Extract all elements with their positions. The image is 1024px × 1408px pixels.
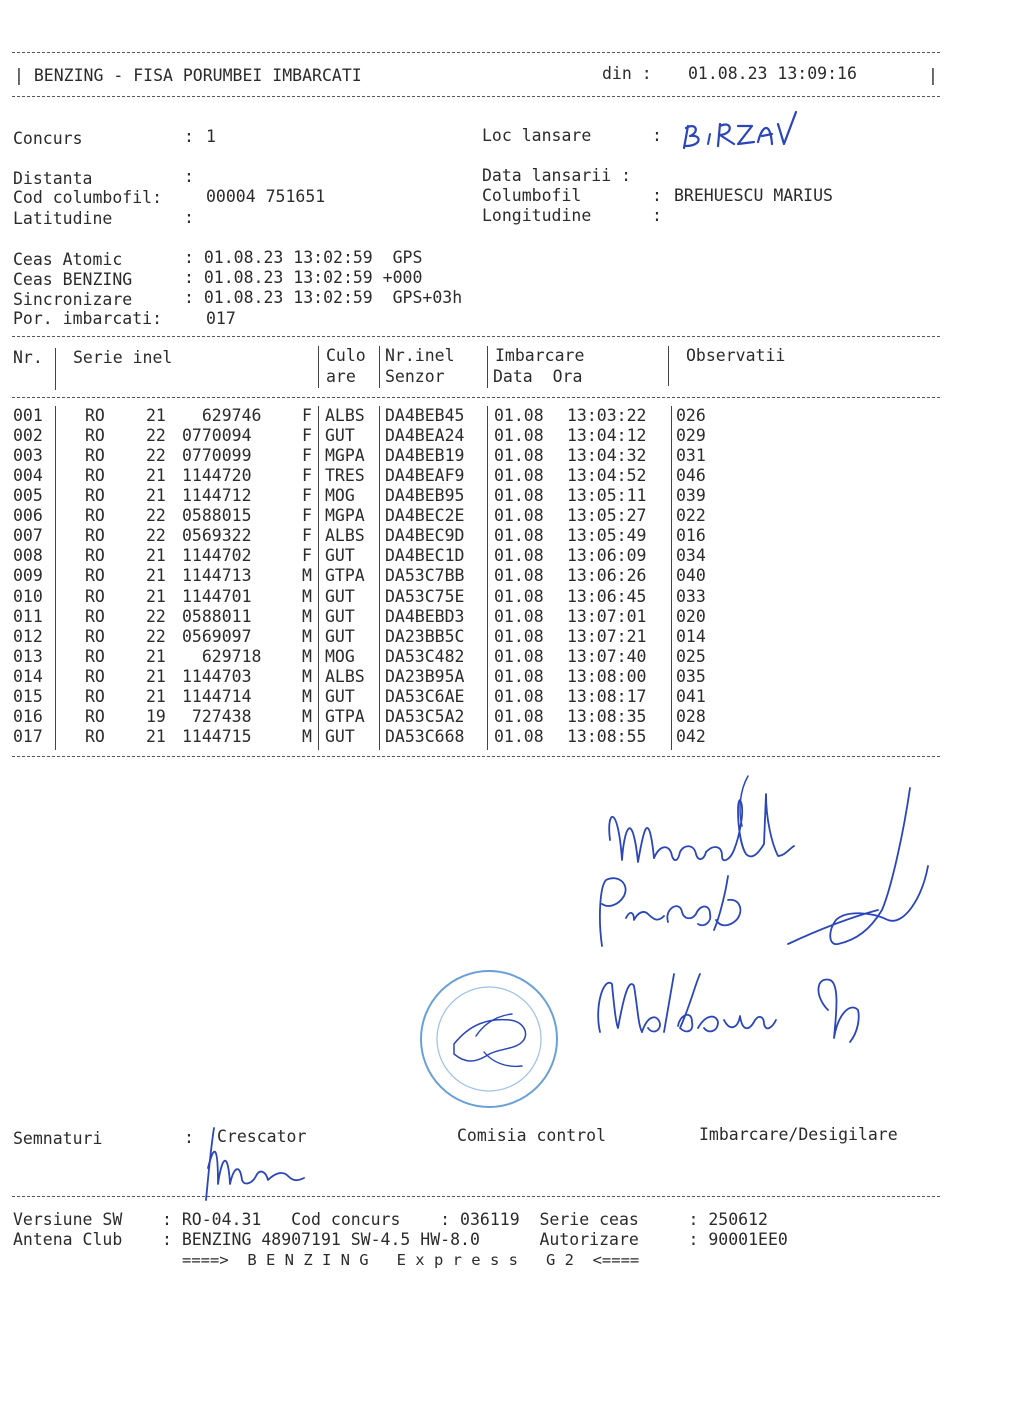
row-time: 13:07:01 [567,606,647,626]
row-sensor: DA4BEB19 [385,446,465,466]
row-sex: M [302,646,312,666]
row-nr: 017 [13,726,43,746]
row-sex: M [302,706,312,726]
loc-lansare-label: Loc lansare [482,126,592,145]
row-nr: 015 [13,686,43,706]
row-country: RO [85,526,105,546]
row-date: 01.08 [494,446,544,466]
distanta-label: Distanta [13,169,93,188]
columbofil-label: Columbofil [482,186,582,205]
row-country: RO [85,506,105,526]
row-sensor: DA23B95A [385,666,465,686]
row-observatii: 035 [676,666,706,686]
cod-columbofil-label: Cod columbofil: [13,188,163,207]
row-country: RO [85,446,105,466]
row-date: 01.08 [494,586,544,606]
row-country: RO [85,406,105,425]
top-dashed-rule [12,52,940,53]
row-time: 13:06:45 [567,586,647,606]
row-ring: 1144712 [182,486,252,506]
table-row [0,486,1024,506]
row-year: 21 [146,586,166,606]
concurs-label: Concurs [13,129,83,148]
row-sensor: DA53C5A2 [385,706,465,726]
row-observatii: 042 [676,726,706,746]
col-header-nrinel-2: Senzor [385,367,445,386]
form-title: | BENZING - FISA PORUMBEI IMBARCATI [14,66,362,85]
row-year: 21 [146,406,166,425]
row-observatii: 022 [676,506,706,526]
por-imbarcati-value: 017 [206,309,236,328]
row-country: RO [85,566,105,586]
row-sex: F [302,406,312,425]
row-sensor: DA53C482 [385,646,465,666]
row-color: MOG [325,486,355,506]
footer-dashed-rule [12,1196,940,1197]
row-date: 01.08 [494,666,544,686]
row-year: 21 [146,466,166,486]
row-color: MOG [325,646,355,666]
row-time: 13:05:49 [567,526,647,546]
row-year: 22 [146,446,166,466]
data-lansarii-label: Data lansarii : [482,166,632,185]
col-header-imbarcare-2: Data Ora [493,367,583,386]
table-row [0,446,1024,466]
row-date: 01.08 [494,566,544,586]
row-year: 22 [146,426,166,446]
row-color: MGPA [325,506,365,526]
row-color: GUT [325,586,355,606]
row-time: 13:07:40 [567,646,647,666]
row-color: ALBS [325,666,365,686]
header-divider-serie [318,346,319,388]
loc-lansare-sep: : [652,126,662,145]
header-divider-imbarcare [668,346,669,386]
row-year: 21 [146,646,166,666]
row-sex: M [302,686,312,706]
row-year: 21 [146,486,166,506]
row-sex: M [302,626,312,646]
table-row [0,546,1024,566]
ceas-benzing-label: Ceas BENZING [13,270,133,289]
table-row [0,647,1024,667]
row-country: RO [85,726,105,746]
row-country: RO [85,486,105,506]
latitudine-sep: : [184,208,194,227]
loc-lansare-handwriting [680,104,820,154]
row-date: 01.08 [494,606,544,626]
row-time: 13:05:11 [567,486,647,506]
row-ring: 0569097 [182,626,252,646]
row-nr: 007 [13,526,43,546]
row-year: 22 [146,626,166,646]
col-header-culoare-1: Culo [326,346,366,365]
row-color: GUT [325,606,355,626]
longitudine-label: Longitudine [482,206,592,225]
ceas-atomic-label: Ceas Atomic [13,250,123,269]
row-sex: M [302,726,312,746]
row-color: GUT [325,686,355,706]
sincronizare-label: Sincronizare [13,290,133,309]
row-observatii: 046 [676,466,706,486]
row-year: 21 [146,566,166,586]
row-nr: 009 [13,566,43,586]
row-nr: 010 [13,586,43,606]
row-time: 13:08:55 [567,726,647,746]
row-sensor: DA4BEC1D [385,546,465,566]
table-row [0,566,1024,586]
table-header-rule [12,397,940,398]
row-ring: 0770094 [182,426,252,446]
row-ring: 0588015 [182,506,252,526]
filiala-stamp [414,964,564,1114]
row-time: 13:06:26 [567,566,647,586]
distanta-sep: : [184,167,194,186]
row-date: 01.08 [494,466,544,486]
row-observatii: 029 [676,426,706,446]
comisia-control-label: Comisia control [457,1126,607,1145]
table-top-rule [12,336,940,337]
benzing-express-line: ====> B E N Z I N G E x p r e s s G 2 <==== [182,1251,640,1269]
row-color: GTPA [325,566,365,586]
row-sex: M [302,566,312,586]
row-nr: 005 [13,486,43,506]
ceas-benzing-value: : 01.08.23 13:02:59 +000 [184,268,423,287]
row-year: 21 [146,686,166,706]
row-date: 01.08 [494,706,544,726]
row-color: GUT [325,426,355,446]
row-date: 01.08 [494,526,544,546]
row-sensor: DA53C7BB [385,566,465,586]
col-header-observatii: Observatii [686,346,786,365]
row-year: 21 [146,546,166,566]
row-year: 21 [146,726,166,746]
table-row [0,667,1024,687]
row-date: 01.08 [494,506,544,526]
row-time: 13:08:35 [567,706,647,726]
row-time: 13:08:00 [567,666,647,686]
concurs-sep: : [184,127,194,146]
row-time: 13:07:21 [567,626,647,646]
row-observatii: 034 [676,546,706,566]
row-sensor: DA4BEAF9 [385,466,465,486]
row-sensor: DA4BEB45 [385,406,465,425]
row-color: GTPA [325,706,365,726]
col-header-culoare-2: are [326,367,356,386]
row-ring: 629718 [182,646,262,666]
row-sensor: DA53C668 [385,726,465,746]
table-row [0,526,1024,546]
row-time: 13:03:22 [567,406,647,425]
row-sex: F [302,446,312,466]
print-datetime: 01.08.23 13:09:16 [688,64,857,83]
longitudine-sep: : [652,206,662,225]
crescator-label: Crescator [217,1127,307,1146]
row-nr: 011 [13,606,43,626]
row-country: RO [85,426,105,446]
table-row [0,406,1024,426]
row-ring: 1144703 [182,666,252,686]
row-date: 01.08 [494,726,544,746]
row-sex: M [302,666,312,686]
row-color: ALBS [325,526,365,546]
row-time: 13:04:52 [567,466,647,486]
row-country: RO [85,646,105,666]
latitudine-label: Latitudine [13,209,113,228]
row-sex: F [302,466,312,486]
row-ring: 1144701 [182,586,252,606]
row-nr: 016 [13,706,43,726]
row-country: RO [85,686,105,706]
row-nr: 012 [13,626,43,646]
row-color: GUT [325,546,355,566]
header-divider-nr [55,348,56,390]
row-observatii: 041 [676,686,706,706]
columbofil-sep: : [652,186,662,205]
imbarcare-desigilare-label: Imbarcare/Desigilare [699,1125,898,1144]
row-ring: 1144702 [182,546,252,566]
row-country: RO [85,586,105,606]
ceas-atomic-value: : 01.08.23 13:02:59 GPS [184,248,423,267]
row-date: 01.08 [494,646,544,666]
row-nr: 001 [13,406,43,425]
row-color: GUT [325,626,355,646]
row-country: RO [85,546,105,566]
row-year: 19 [146,706,166,726]
table-row [0,426,1024,446]
row-year: 21 [146,666,166,686]
row-year: 22 [146,606,166,626]
row-sex: F [302,506,312,526]
col-header-nrinel-1: Nr.inel [385,346,455,365]
por-imbarcati-label: Por. imbarcati: [13,309,163,328]
row-ring: 0770099 [182,446,252,466]
row-observatii: 033 [676,586,706,606]
row-sex: F [302,426,312,446]
row-date: 01.08 [494,406,544,425]
row-ring: 629746 [182,406,262,425]
row-observatii: 031 [676,446,706,466]
row-nr: 002 [13,426,43,446]
semnaturi-sep: : [184,1128,194,1147]
row-observatii: 016 [676,526,706,546]
cod-columbofil-value: 00004 751651 [206,187,326,206]
row-sensor: DA53C75E [385,586,465,606]
row-observatii: 014 [676,626,706,646]
crescator-signature [196,1124,316,1204]
row-nr: 006 [13,506,43,526]
row-sensor: DA4BEB95 [385,486,465,506]
row-country: RO [85,466,105,486]
row-color: GUT [325,726,355,746]
row-country: RO [85,666,105,686]
row-year: 22 [146,506,166,526]
concurs-value: 1 [206,127,216,146]
row-sensor: DA23BB5C [385,626,465,646]
row-date: 01.08 [494,546,544,566]
row-country: RO [85,626,105,646]
row-color: TRES [325,466,365,486]
table-row [0,707,1024,727]
row-sensor: DA53C6AE [385,686,465,706]
col-header-serie: Serie inel [73,348,173,367]
table-row [0,506,1024,526]
row-time: 13:05:27 [567,506,647,526]
row-observatii: 039 [676,486,706,506]
row-date: 01.08 [494,626,544,646]
row-nr: 013 [13,646,43,666]
row-date: 01.08 [494,426,544,446]
row-observatii: 040 [676,566,706,586]
header-end-bar: | [928,66,938,85]
row-sex: M [302,586,312,606]
commission-signatures [588,770,948,1050]
row-time: 13:08:17 [567,686,647,706]
row-nr: 014 [13,666,43,686]
row-sex: F [302,546,312,566]
col-header-imbarcare-1: Imbarcare [495,346,585,365]
columbofil-name: BREHUESCU MARIUS [674,186,833,205]
header-divider-nrinel [487,346,488,388]
row-observatii: 028 [676,706,706,726]
row-time: 13:04:32 [567,446,647,466]
antena-line: Antena Club : BENZING 48907191 SW-4.5 HW-8.0 Autorizare : 90001EE0 [13,1230,788,1249]
row-year: 22 [146,526,166,546]
row-ring: 727438 [182,706,252,726]
row-ring: 1144715 [182,726,252,746]
row-sex: F [302,526,312,546]
row-ring: 0588011 [182,606,252,626]
row-country: RO [85,606,105,626]
row-nr: 003 [13,446,43,466]
header-divider-culoare [379,346,380,388]
row-color: MGPA [325,446,365,466]
row-time: 13:04:12 [567,426,647,446]
row-sensor: DA4BEA24 [385,426,465,446]
row-sensor: DA4BEC9D [385,526,465,546]
row-sensor: DA4BEC2E [385,506,465,526]
sincronizare-value: : 01.08.23 13:02:59 GPS+03h [184,288,463,307]
row-nr: 008 [13,546,43,566]
semnaturi-label: Semnaturi [13,1129,103,1148]
row-observatii: 025 [676,646,706,666]
table-row [0,687,1024,707]
row-sex: M [302,606,312,626]
col-header-nr: Nr. [13,348,43,367]
din-label: din : [602,64,652,83]
row-date: 01.08 [494,686,544,706]
header-dashed-rule [12,96,940,97]
table-row [0,627,1024,647]
row-observatii: 026 [676,406,706,425]
row-sex: F [302,486,312,506]
row-time: 13:06:09 [567,546,647,566]
table-row [0,587,1024,607]
row-ring: 1144720 [182,466,252,486]
row-color: ALBS [325,406,365,425]
row-date: 01.08 [494,486,544,506]
versiune-line: Versiune SW : RO-04.31 Cod concurs : 036119 Serie ceas : 250612 [13,1210,768,1229]
table-row [0,607,1024,627]
table-row [0,466,1024,486]
row-country: RO [85,706,105,726]
row-ring: 1144714 [182,686,252,706]
row-nr: 004 [13,466,43,486]
row-observatii: 020 [676,606,706,626]
row-ring: 0569322 [182,526,252,546]
table-row [0,727,1024,747]
table-bottom-rule [12,756,940,757]
row-ring: 1144713 [182,566,252,586]
row-sensor: DA4BEBD3 [385,606,465,626]
